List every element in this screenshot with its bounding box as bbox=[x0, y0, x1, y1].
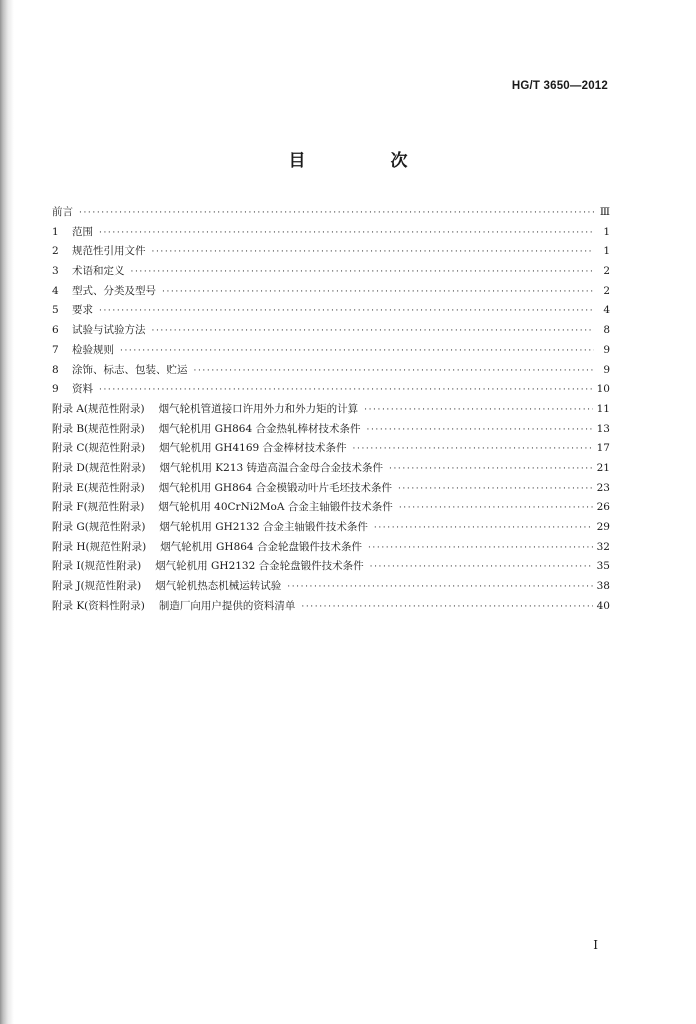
toc-entry[interactable] bbox=[52, 518, 610, 538]
toc-entry-page: 35 bbox=[596, 560, 610, 573]
toc-entry-page: 1 bbox=[603, 245, 610, 258]
toc-entry-page: Ⅲ bbox=[599, 206, 610, 218]
toc-entry-page: 9 bbox=[603, 363, 610, 376]
toc-entry-label: 附录 J(规范性附录) bbox=[52, 580, 142, 593]
toc-entry-label: 要求 bbox=[72, 304, 93, 317]
toc-entry-page: 11 bbox=[596, 402, 610, 415]
toc-entry[interactable] bbox=[52, 439, 610, 459]
toc-entry-label: 附录 A(规范性附录) bbox=[52, 402, 145, 415]
standard-code: HG/T 3650—2012 bbox=[511, 80, 608, 92]
toc-entry-number: 5 bbox=[52, 304, 59, 317]
toc-entry-label: 涂饰、标志、包装、贮运 bbox=[72, 363, 188, 376]
toc-entry-appendix-title: 烟气轮机管道接口许用外力和外力矩的计算 bbox=[158, 402, 359, 415]
toc-entry-label: 附录 E(规范性附录) bbox=[52, 481, 145, 494]
toc-entry-page: 1 bbox=[603, 225, 610, 238]
toc-entry-label: 前言 bbox=[52, 206, 73, 218]
toc-dot-leader bbox=[287, 578, 592, 598]
toc-entry-page: 2 bbox=[603, 265, 610, 278]
toc-entry-label: 附录 H(规范性附录) bbox=[52, 540, 147, 553]
toc-entry-page: 2 bbox=[603, 284, 610, 297]
table-of-contents bbox=[52, 203, 610, 616]
toc-entry-label: 术语和定义 bbox=[72, 265, 125, 278]
toc-entry-appendix-title: 烟气轮机用 GH864 合金热轧棒材技术条件 bbox=[158, 422, 361, 435]
toc-entry-page: 10 bbox=[596, 383, 610, 396]
toc-dot-leader bbox=[398, 480, 593, 500]
toc-entry-label: 附录 I(规范性附录) bbox=[52, 560, 142, 573]
toc-entry-appendix-title: 烟气轮机用 GH4169 合金棒材技术条件 bbox=[159, 442, 347, 455]
toc-entry-label: 附录 G(规范性附录) bbox=[52, 521, 146, 533]
toc-dot-leader bbox=[79, 204, 594, 224]
toc-entry-page: 38 bbox=[596, 580, 610, 593]
toc-entry-appendix-title: 制造厂向用户提供的资料清单 bbox=[158, 599, 296, 612]
toc-entry-number: 2 bbox=[52, 245, 59, 258]
toc-entry-label: 规范性引用文件 bbox=[72, 245, 146, 258]
toc-entry-page: 17 bbox=[596, 442, 610, 455]
toc-entry-appendix-title: 烟气轮机热态机械运转试验 bbox=[155, 580, 282, 593]
toc-entry-number: 3 bbox=[52, 265, 59, 278]
toc-entry[interactable] bbox=[52, 577, 610, 597]
toc-entry[interactable] bbox=[52, 459, 610, 479]
toc-entry[interactable] bbox=[52, 282, 610, 302]
toc-entry-page: 26 bbox=[596, 501, 610, 514]
toc-dot-leader bbox=[99, 224, 594, 244]
toc-entry[interactable] bbox=[52, 301, 610, 321]
toc-entry-number: 9 bbox=[52, 383, 59, 396]
toc-entry-label: 范围 bbox=[72, 225, 93, 238]
toc-entry-number: 7 bbox=[52, 343, 59, 356]
toc-entry-page: 13 bbox=[596, 422, 610, 435]
toc-dot-leader bbox=[368, 539, 593, 559]
toc-entry-page: 4 bbox=[603, 304, 610, 317]
toc-entry[interactable] bbox=[52, 321, 610, 341]
toc-dot-leader bbox=[353, 440, 593, 460]
toc-entry[interactable] bbox=[52, 538, 610, 558]
toc-entry[interactable] bbox=[52, 223, 610, 243]
toc-entry[interactable] bbox=[52, 361, 610, 381]
toc-entry-label: 检验规则 bbox=[72, 343, 114, 356]
toc-entry-appendix-title: 烟气轮机用 GH2132 合金轮盘锻件技术条件 bbox=[155, 560, 364, 573]
toc-entry-page: 40 bbox=[596, 599, 610, 612]
page-number: I bbox=[593, 938, 598, 952]
toc-entry[interactable] bbox=[52, 203, 610, 223]
toc-entry-appendix-title: 烟气轮机用 GH2132 合金主轴锻件技术条件 bbox=[159, 521, 368, 533]
toc-entry-page: 29 bbox=[596, 521, 610, 533]
toc-dot-leader bbox=[301, 598, 592, 618]
toc-entry-label: 附录 K(资料性附录) bbox=[52, 599, 145, 612]
toc-entry[interactable] bbox=[52, 597, 610, 617]
toc-entry-page: 9 bbox=[603, 343, 610, 356]
toc-entry-page: 8 bbox=[603, 324, 610, 337]
toc-entry-label: 附录 F(规范性附录) bbox=[52, 501, 145, 514]
toc-entry[interactable] bbox=[52, 400, 610, 420]
toc-dot-leader bbox=[399, 499, 593, 519]
toc-entry-page: 21 bbox=[596, 461, 610, 474]
toc-entry-label: 试验与试验方法 bbox=[72, 324, 146, 337]
toc-dot-leader bbox=[374, 519, 593, 539]
toc-dot-leader bbox=[194, 362, 595, 382]
toc-entry-number: 8 bbox=[52, 363, 59, 376]
toc-entry-label: 附录 C(规范性附录) bbox=[52, 442, 146, 455]
toc-entry-appendix-title: 烟气轮机用 40CrNi2MoA 合金主轴锻件技术条件 bbox=[158, 501, 393, 514]
toc-entry-page: 32 bbox=[596, 540, 610, 553]
toc-entry[interactable] bbox=[52, 420, 610, 440]
toc-entry-number: 4 bbox=[52, 284, 59, 297]
toc-entry[interactable] bbox=[52, 341, 610, 361]
toc-entry-label: 资料 bbox=[72, 383, 93, 396]
toc-dot-leader bbox=[99, 302, 594, 322]
toc-dot-leader bbox=[152, 243, 595, 263]
toc-dot-leader bbox=[370, 558, 593, 578]
toc-entry-label: 附录 B(规范性附录) bbox=[52, 422, 145, 435]
toc-entry[interactable] bbox=[52, 242, 610, 262]
toc-entry[interactable] bbox=[52, 557, 610, 577]
toc-entry[interactable] bbox=[52, 498, 610, 518]
toc-entry-label: 附录 D(规范性附录) bbox=[52, 461, 146, 474]
toc-dot-leader bbox=[389, 460, 593, 480]
page-title: 目 次 bbox=[288, 151, 442, 171]
toc-entry-number: 6 bbox=[52, 324, 59, 337]
toc-entry-appendix-title: 烟气轮机用 GH864 合金模锻动叶片毛坯技术条件 bbox=[158, 481, 392, 494]
toc-dot-leader bbox=[120, 342, 594, 362]
toc-entry-label: 型式、分类及型号 bbox=[72, 284, 156, 297]
toc-entry-number: 1 bbox=[52, 225, 59, 238]
toc-entry[interactable] bbox=[52, 479, 610, 499]
toc-dot-leader bbox=[131, 263, 595, 283]
toc-dot-leader bbox=[162, 283, 594, 303]
toc-entry-appendix-title: 烟气轮机用 GH864 合金轮盘锻件技术条件 bbox=[160, 540, 362, 553]
toc-dot-leader bbox=[364, 401, 593, 421]
toc-dot-leader bbox=[152, 322, 595, 342]
toc-entry[interactable] bbox=[52, 262, 610, 282]
toc-entry-appendix-title: 烟气轮机用 K213 铸造高温合金母合金技术条件 bbox=[159, 461, 384, 474]
toc-dot-leader bbox=[99, 381, 593, 401]
toc-dot-leader bbox=[367, 421, 593, 441]
toc-entry[interactable] bbox=[52, 380, 610, 400]
toc-entry-page: 23 bbox=[596, 481, 610, 494]
